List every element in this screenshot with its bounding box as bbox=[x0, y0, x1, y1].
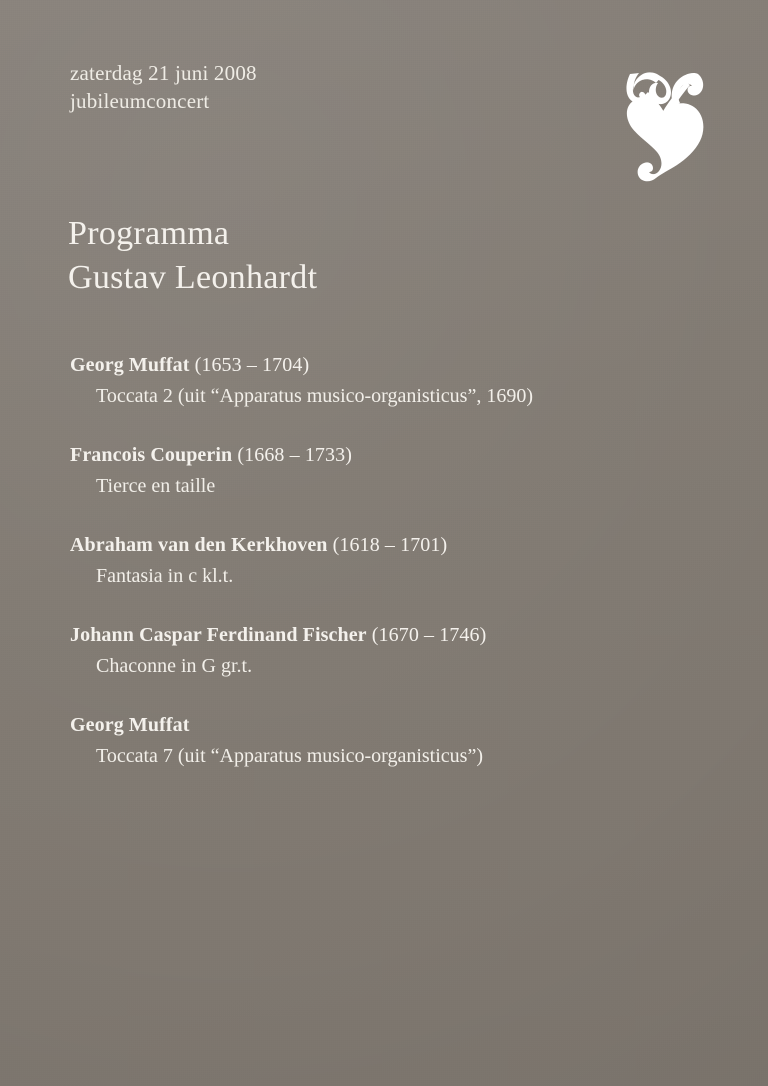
composer-name: Francois Couperin bbox=[70, 444, 233, 466]
programme-entry bbox=[70, 532, 710, 590]
programme-entry bbox=[70, 352, 710, 410]
page-title bbox=[68, 212, 317, 299]
composer-line bbox=[70, 532, 710, 559]
composer-name: Georg Muffat bbox=[70, 714, 190, 736]
composer-dates: (1668 – 1733) bbox=[232, 444, 352, 466]
composer-dates: (1670 – 1746) bbox=[366, 624, 487, 646]
work-title: Toccata 2 (uit “Apparatus musico-organisticus”, 1690) bbox=[96, 385, 533, 407]
work-title: Chaconne in G gr.t. bbox=[96, 655, 253, 677]
work-title: Toccata 7 (uit “Apparatus musico-organisticus”) bbox=[96, 745, 483, 767]
programme-entry bbox=[70, 712, 710, 770]
work-title: Fantasia in c kl.t. bbox=[96, 565, 234, 587]
heart-leaf-logo bbox=[612, 52, 716, 184]
composer-line bbox=[70, 622, 710, 649]
programme-entry bbox=[70, 442, 710, 500]
concert-date: zaterdag 21 juni 2008 bbox=[70, 61, 257, 85]
composer-line bbox=[70, 352, 710, 379]
programme-entry bbox=[70, 622, 710, 680]
concert-subtitle: jubileumconcert bbox=[70, 88, 210, 113]
composer-name: Johann Caspar Ferdinand Fischer bbox=[70, 624, 367, 646]
title-programma: Programma bbox=[68, 215, 230, 252]
header bbox=[70, 60, 257, 115]
programme-list bbox=[70, 352, 710, 770]
composer-dates: (1618 – 1701) bbox=[327, 534, 448, 556]
composer-name: Abraham van den Kerkhoven bbox=[70, 534, 328, 556]
work-title: Tierce en taille bbox=[96, 475, 216, 497]
composer-name: Georg Muffat bbox=[70, 354, 190, 376]
composer-line bbox=[70, 442, 710, 469]
title-performer: Gustav Leonhardt bbox=[68, 258, 318, 296]
composer-line bbox=[70, 712, 710, 739]
composer-dates: (1653 – 1704) bbox=[189, 354, 310, 376]
